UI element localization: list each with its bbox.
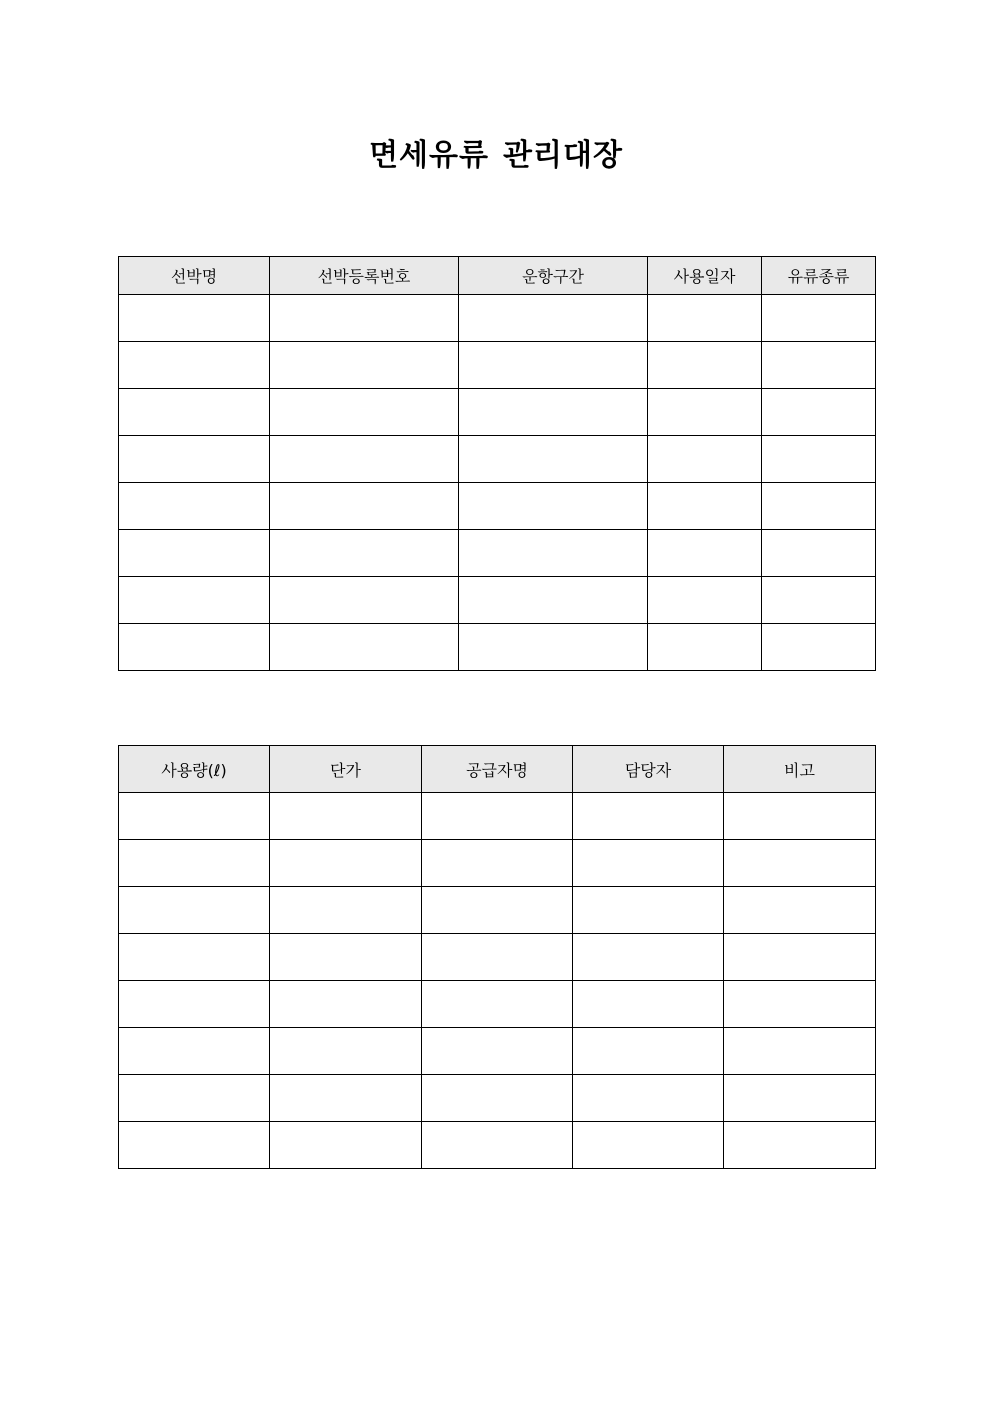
table-row <box>119 295 876 342</box>
table-cell[interactable] <box>270 840 422 887</box>
table-cell[interactable] <box>573 840 724 887</box>
header-remarks: 비고 <box>724 746 876 793</box>
table-row <box>119 934 876 981</box>
table-row <box>119 483 876 530</box>
table-cell[interactable] <box>648 295 762 342</box>
table-cell[interactable] <box>648 483 762 530</box>
table-cell[interactable] <box>459 295 648 342</box>
table-cell[interactable] <box>422 1075 573 1122</box>
table-cell[interactable] <box>270 530 459 577</box>
header-person-in-charge: 담당자 <box>573 746 724 793</box>
table-cell[interactable] <box>270 624 459 671</box>
table-cell[interactable] <box>573 887 724 934</box>
table-cell[interactable] <box>270 934 422 981</box>
table-row <box>119 840 876 887</box>
table-cell[interactable] <box>459 624 648 671</box>
table-cell[interactable] <box>648 342 762 389</box>
title-part-1: 면세유류 <box>369 138 489 173</box>
table-cell[interactable] <box>724 887 876 934</box>
table-cell[interactable] <box>119 483 270 530</box>
table-cell[interactable] <box>119 887 270 934</box>
header-ship-name: 선박명 <box>119 257 270 295</box>
table-cell[interactable] <box>724 1028 876 1075</box>
table-cell[interactable] <box>270 981 422 1028</box>
table-cell[interactable] <box>422 840 573 887</box>
table-cell[interactable] <box>422 1028 573 1075</box>
table-cell[interactable] <box>270 342 459 389</box>
table-cell[interactable] <box>119 530 270 577</box>
table-cell[interactable] <box>573 793 724 840</box>
table-row <box>119 436 876 483</box>
table-body <box>119 295 876 671</box>
table-cell[interactable] <box>573 1122 724 1169</box>
table-cell[interactable] <box>573 934 724 981</box>
table-body <box>119 793 876 1169</box>
table-cell[interactable] <box>648 577 762 624</box>
table-cell[interactable] <box>119 577 270 624</box>
table-cell[interactable] <box>724 981 876 1028</box>
table-cell[interactable] <box>119 1075 270 1122</box>
table-cell[interactable] <box>119 1122 270 1169</box>
table-cell[interactable] <box>270 436 459 483</box>
ship-fuel-table <box>118 256 876 671</box>
header-route-section: 운항구간 <box>459 257 648 295</box>
table-row <box>119 981 876 1028</box>
table-cell[interactable] <box>119 793 270 840</box>
table-cell[interactable] <box>270 483 459 530</box>
table-cell[interactable] <box>724 793 876 840</box>
table-cell[interactable] <box>459 530 648 577</box>
header-usage-amount: 사용량(ℓ) <box>119 746 270 793</box>
table-cell[interactable] <box>270 577 459 624</box>
header-ship-registration-number: 선박등록번호 <box>270 257 459 295</box>
header-row <box>119 257 876 295</box>
table-cell[interactable] <box>762 389 876 436</box>
table-cell[interactable] <box>119 981 270 1028</box>
table-cell[interactable] <box>270 887 422 934</box>
table-row <box>119 624 876 671</box>
table-cell[interactable] <box>422 793 573 840</box>
table-cell[interactable] <box>119 934 270 981</box>
table-cell[interactable] <box>762 483 876 530</box>
table-cell[interactable] <box>648 389 762 436</box>
table-cell[interactable] <box>119 389 270 436</box>
table-cell[interactable] <box>648 530 762 577</box>
table-cell[interactable] <box>762 295 876 342</box>
table-cell[interactable] <box>724 1075 876 1122</box>
table-cell[interactable] <box>119 342 270 389</box>
table-cell[interactable] <box>422 934 573 981</box>
table-cell[interactable] <box>762 577 876 624</box>
table-cell[interactable] <box>573 1075 724 1122</box>
table-cell[interactable] <box>459 483 648 530</box>
table-cell[interactable] <box>270 295 459 342</box>
table-row <box>119 389 876 436</box>
table-cell[interactable] <box>270 1028 422 1075</box>
header-supplier-name: 공급자명 <box>422 746 573 793</box>
table-row <box>119 577 876 624</box>
table-cell[interactable] <box>422 981 573 1028</box>
fuel-usage-table <box>118 745 876 1169</box>
table-cell[interactable] <box>459 577 648 624</box>
table-row <box>119 530 876 577</box>
header-usage-date: 사용일자 <box>648 257 762 295</box>
table-cell[interactable] <box>762 624 876 671</box>
table-cell[interactable] <box>459 436 648 483</box>
table-cell[interactable] <box>270 793 422 840</box>
table-cell[interactable] <box>648 436 762 483</box>
header-row <box>119 746 876 793</box>
table-cell[interactable] <box>573 981 724 1028</box>
table-row <box>119 793 876 840</box>
table-cell[interactable] <box>119 1028 270 1075</box>
table-cell[interactable] <box>459 342 648 389</box>
header-fuel-type: 유류종류 <box>762 257 876 295</box>
table-cell[interactable] <box>422 1122 573 1169</box>
table-cell[interactable] <box>459 389 648 436</box>
table-cell[interactable] <box>762 436 876 483</box>
table-cell[interactable] <box>119 624 270 671</box>
table-cell[interactable] <box>270 1122 422 1169</box>
table-row <box>119 887 876 934</box>
table-cell[interactable] <box>422 887 573 934</box>
table-row <box>119 1122 876 1169</box>
table-cell[interactable] <box>724 1122 876 1169</box>
table-row <box>119 1075 876 1122</box>
title-part-2: 관리대장 <box>503 138 623 173</box>
table-cell[interactable] <box>648 624 762 671</box>
table-row <box>119 342 876 389</box>
table-cell[interactable] <box>762 342 876 389</box>
header-unit-price: 단가 <box>270 746 422 793</box>
table-cell[interactable] <box>119 436 270 483</box>
table-cell[interactable] <box>724 934 876 981</box>
table-row <box>119 1028 876 1075</box>
table-cell[interactable] <box>119 295 270 342</box>
document-title <box>0 133 992 179</box>
table-cell[interactable] <box>270 389 459 436</box>
table-cell[interactable] <box>573 1028 724 1075</box>
table-cell[interactable] <box>762 530 876 577</box>
table-cell[interactable] <box>270 1075 422 1122</box>
table-cell[interactable] <box>724 840 876 887</box>
table-cell[interactable] <box>119 840 270 887</box>
